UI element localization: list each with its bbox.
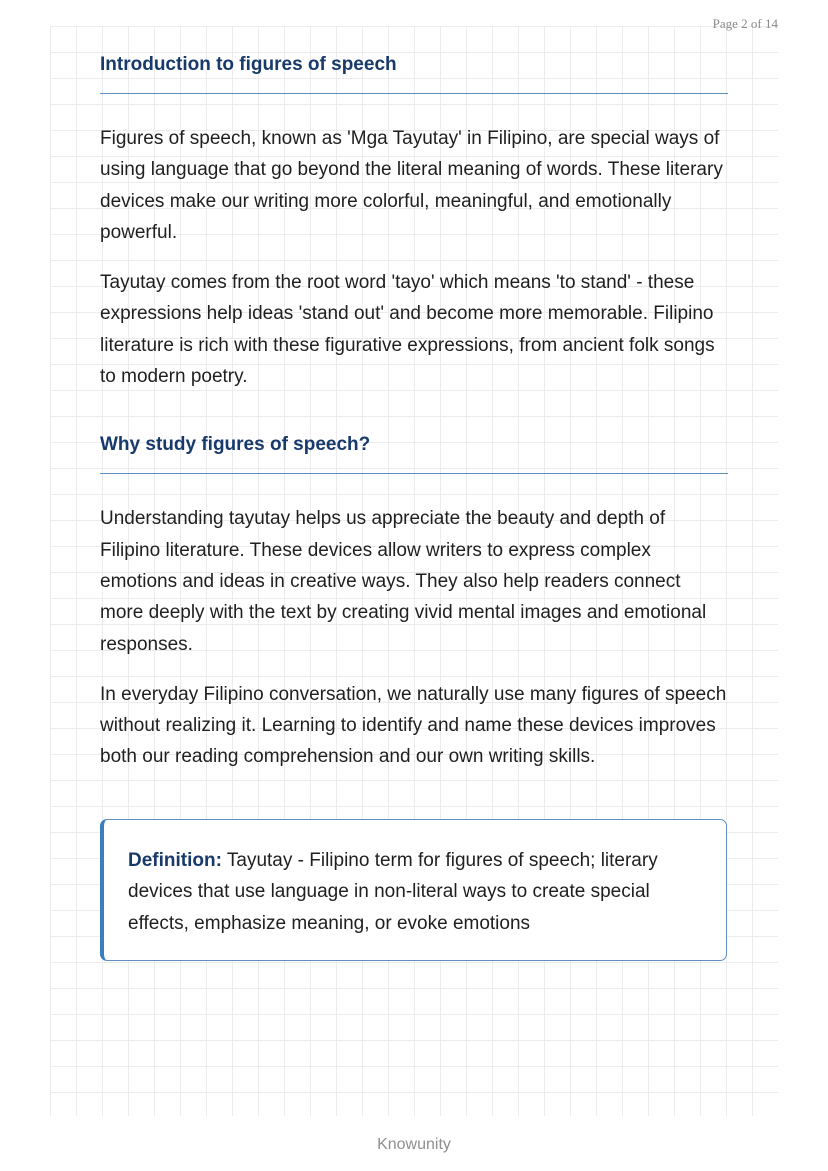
definition-callout [100,819,727,961]
document-body [100,50,728,773]
paragraph-introduction-1: Figures of speech, known as 'Mga Tayutay' in Filipino, are special ways of using language that go beyond the literal meaning of words. These literary devices make our writing more colorful, meaningful, and emotionally powerful. [100,128,723,243]
paragraph-why-study-1: Understanding tayutay helps us appreciate the beauty and depth of Filipino literature. These devices allow writers to express complex emotions and ideas in creative ways. They also help readers connect more deeply with the text by creating vivid mental images and emotional responses. [100,508,707,655]
definition-term: Definition: [128,850,222,871]
footer-brand: Knowunity [377,1136,451,1153]
paragraph-introduction-2: Tayutay comes from the root word 'tayo' which means 'to stand' - these expressions help ideas 'stand out' and become more memorable. Filipino literature is rich with these figurative expressions, from ancient folk songs to modern poetry. [100,272,715,388]
section-heading-introduction: Introduction to figures of speech [100,50,728,94]
section-heading-why-study: Why study figures of speech? [100,430,728,474]
paragraph-why-study-2: In everyday Filipino conversation, we naturally use many figures of speech without realizing it. Learning to identify and name these devices improves both our reading comprehension and our own writing skills. [100,683,727,768]
definition-text [128,845,706,939]
page-number: Page 2 of 14 [712,16,778,31]
definition-body: Tayutay - Filipino term for figures of speech; literary devices that use language in non-literal ways to create special effects, emphasize meaning, or evoke emotions [128,850,658,934]
